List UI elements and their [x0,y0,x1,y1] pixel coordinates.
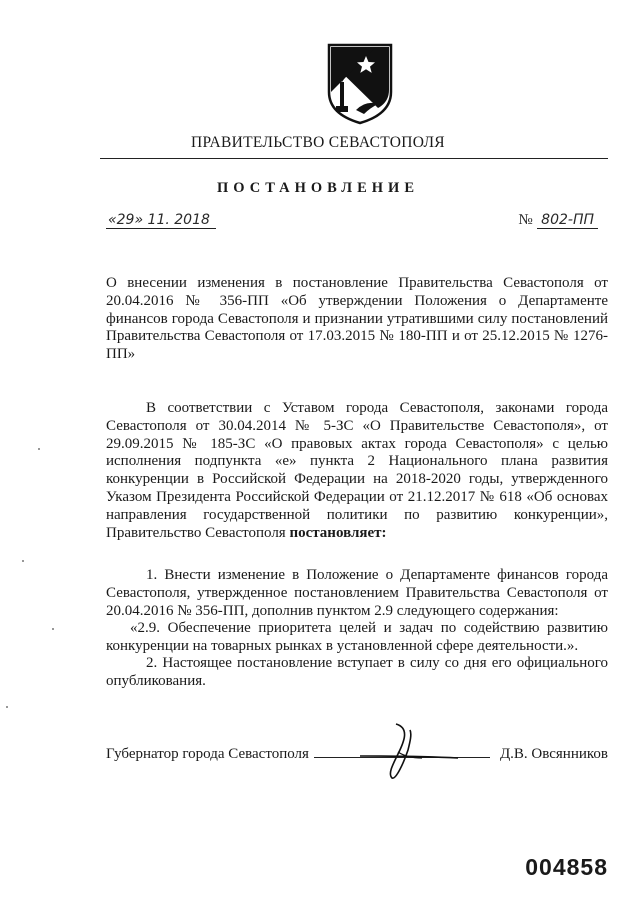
scan-speck [6,706,8,708]
signatory-name: Д.В. Овсянников [499,746,608,762]
signatory-position: Губернатор города Севастополя [106,746,309,762]
document-date [106,212,216,229]
item-1: 1. Внести изменение в Положение о Департаменте финансов города Севастополя, утвержденное постановлением Правительства Севастополя от 20.04.2016 № 356-ПП, дополнив пунктом 2.9 следующего содержания: [106,567,608,619]
preamble-resolves: постановляет: [289,524,387,541]
scan-speck [52,628,54,630]
number-prefix: № [518,212,533,228]
document-type: ПОСТАНОВЛЕНИЕ [216,180,419,196]
document-subject: О внесении изменения в постановление Правительства Севастополя от 20.04.2016 № 356-ПП «Об утверждении Положения о Департаменте финансов города Севастополя и признании утратившими силу постановлений Правительства Севастополя от 17.03.2015 № 180-ПП и от 25.12.2015 № 1276-ПП» [106,275,608,363]
scan-speck [22,560,24,562]
scan-speck [38,448,40,450]
header-divider [100,158,608,159]
coat-of-arms-icon [326,42,394,126]
preamble-paragraph [106,400,608,542]
item-1-quote: «2.9. Обеспечение приоритета целей и задач по содействию развитию конкуренции на товарных рынках в установленной сфере деятельности.». [106,620,608,654]
document-number [518,212,598,229]
number-value: 802-ПП [537,212,598,229]
handwritten-signature-icon [300,722,460,782]
preamble-text: В соответствии с Уставом города Севастополя, законами города Севастополя от 30.04.2014 № 5-ЗС «О Правительстве Севастополя», от 29.09.2015 № 185-ЗС «О правовых актах города Севастополя» с целью исполнения подпункта «е» пункта 2 Национального плана развития конкуренции в Российской Федерации на 2018-2020 годы, утвержденного Указом Президента Российской Федерации от 21.12.2017 № 618 «Об основах направления государственной политики по развитию конкуренции», Правительство Севастополя [106,400,608,541]
date-value: «29» 11. 2018 [106,212,216,229]
document-serial-number: 004858 [525,854,608,880]
government-title: ПРАВИТЕЛЬСТВО СЕВАСТОПОЛЯ [191,134,445,151]
item-2: 2. Настоящее постановление вступает в силу со дня его официального опубликования. [106,655,608,689]
